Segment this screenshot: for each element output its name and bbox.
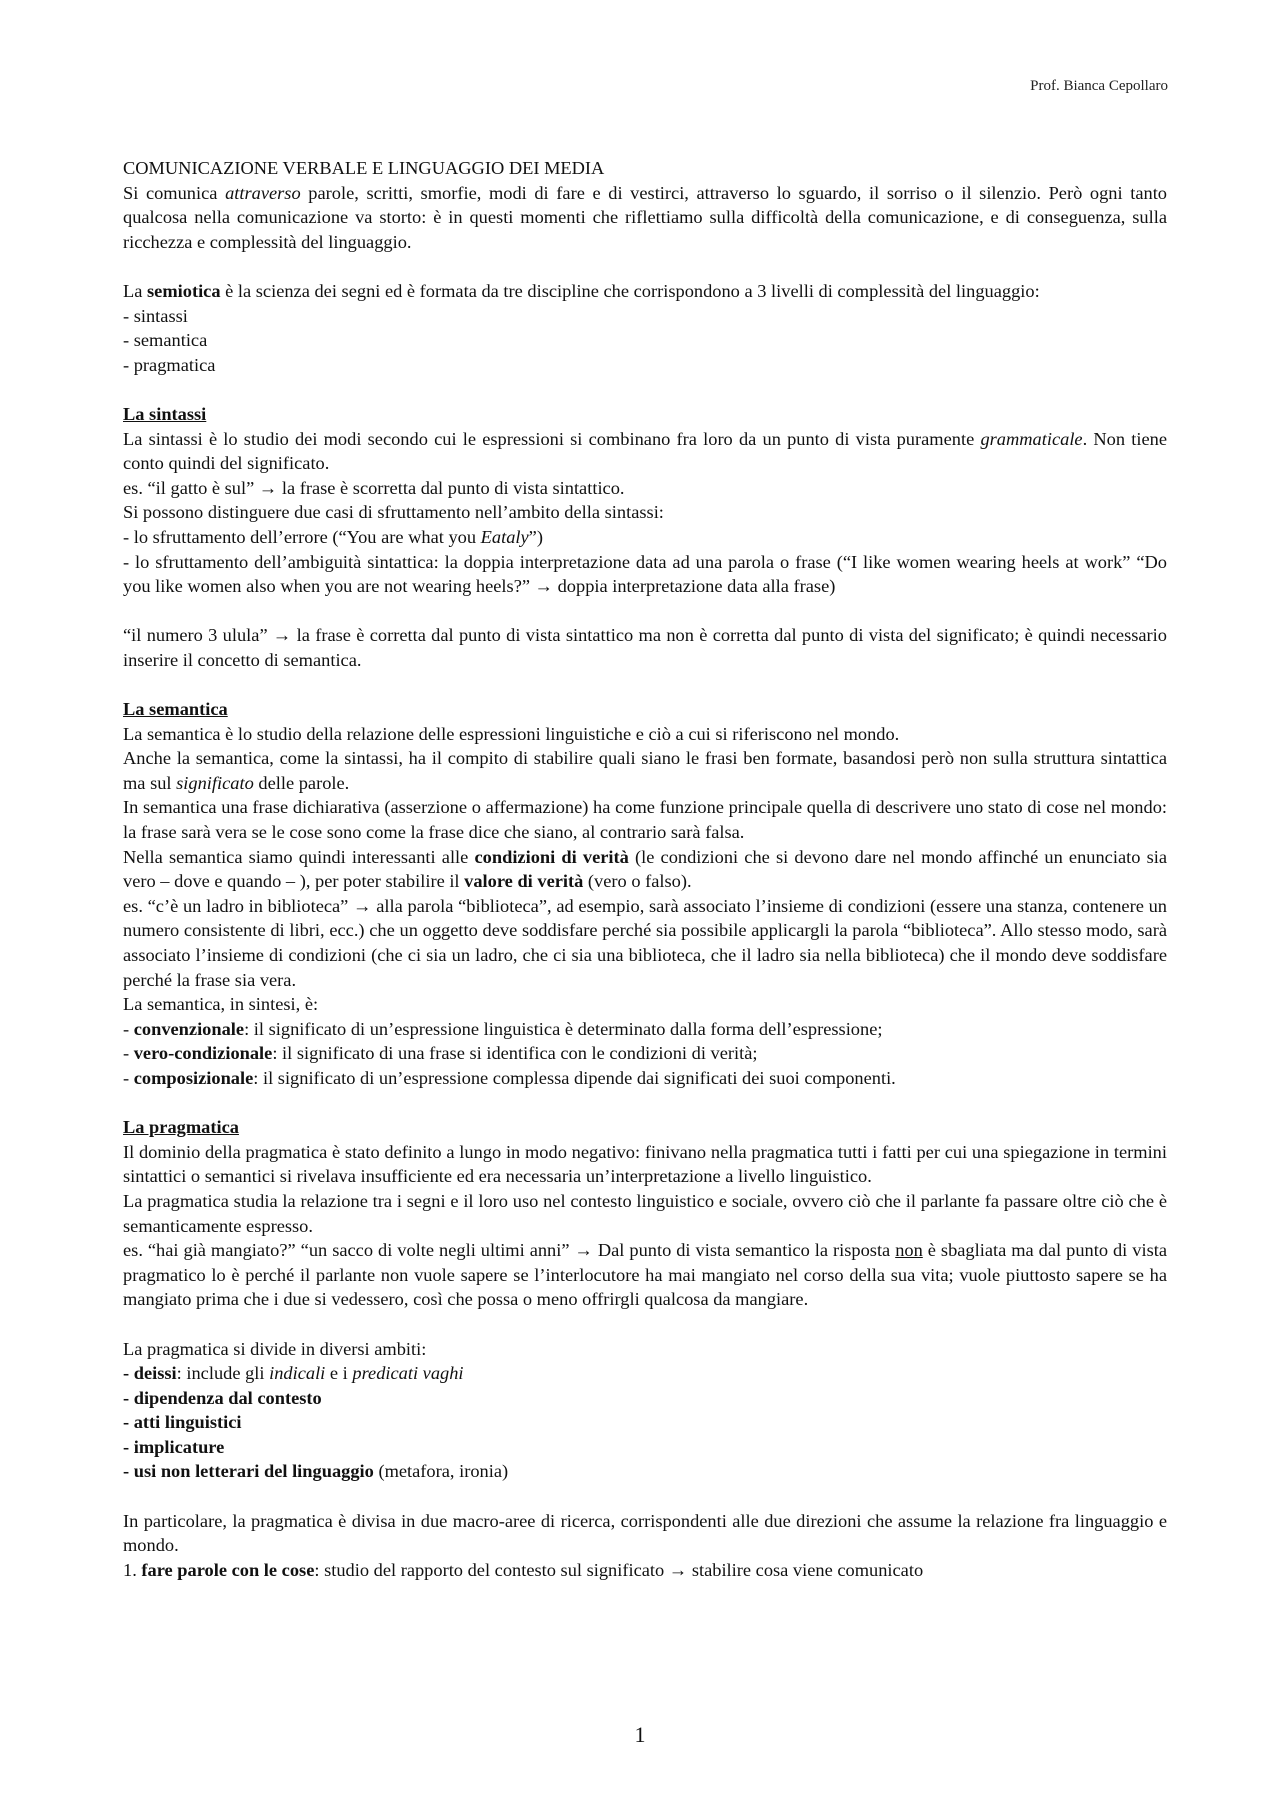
text-run: è la scienza dei segni ed è formata da tre discipline che corrispondono a 3 livelli di complessità del linguaggio: [220,280,1040,301]
text-run: : il significato di un’espressione linguistica è determinato dalla forma dell’espressione; [244,1018,883,1039]
semantica-summary-item: - composizionale: il significato di un’espressione complessa dipende dai significati dei suoi componenti. [123,1067,896,1088]
section-heading-pragmatica [123,1115,1167,1140]
bold-term: composizionale [133,1067,254,1088]
semantica-paragraph-2 [123,746,1167,795]
spacer [123,1484,1167,1509]
header-author: Prof. Bianca Cepollaro [1030,78,1168,94]
bold-term: semiotica [147,280,221,301]
text-run: delle parole. [253,772,350,793]
pragmatica-paragraph-4: In particolare, la pragmatica è divisa in due macro-aree di ricerca, corrispondenti alle due direzioni che assume la relazione fra linguaggio e mondo. [123,1510,1167,1556]
heading-text: La pragmatica [123,1117,239,1138]
text-run: : include gli [176,1363,270,1384]
text-run: è sbagliata ma dal punto di vista pragmatico lo è perché il parlante non vuole sapere se l’interlocutore ha mai mangiato nel corso della sua vita; vuole piuttosto sapere se ha mangiato prima che i due si vedessero, così che possa o meno offrirgli qualcosa da mangiare. [123,1240,1168,1310]
text-run: (le condizioni che si devono dare nel mondo affinché un enunciato sia vero – dove e quando – ), per poter stabilire il [123,846,1168,892]
text-run: : il significato di una frase si identifica con le condizioni di verità; [272,1043,758,1064]
intro-paragraph-2 [123,279,1167,304]
text-run: : studio del rapporto del contesto sul significato → stabilire cosa viene comunicato [314,1559,924,1580]
emphasis-text: grammaticale [980,428,1083,449]
emphasis-text: Eataly [480,526,529,547]
pragmatica-area-item [123,1386,1167,1411]
bold-term: condizioni di verità [474,846,629,867]
text-run: - lo sfruttamento dell’errore (“You are what you [123,526,481,547]
text-run: parole, scritti, smorfie, modi di fare e di vestirci, attraverso lo sguardo, il sorriso o il silenzio. Però ogni tanto qualcosa nella comunicazione va storto: è in questi momenti che riflettiamo sulla difficoltà della comunicazione, e di conseguenza, sulla ricchezza e complessità del linguaggio. [123,182,1167,252]
semantica-summary-item: - vero-condizionale: il significato di una frase si identifica con le condizioni di verità; [123,1043,758,1064]
pragmatica-point-1 [123,1558,1167,1583]
semantica-paragraph-3: In semantica una frase dichiarativa (asserzione o affermazione) ha come funzione principale quella di descrivere uno stato di cose nel mondo: la frase sarà vera se le cose sono come la frase dice che siano, al contrario sarà falsa. [123,797,1167,843]
emphasis-text: predicati vaghi [352,1363,464,1384]
text-run: La sintassi è lo studio dei modi secondo cui le espressioni si combinano fra loro da un punto di vista puramente [123,428,981,449]
spacer [123,254,1167,279]
spacer [123,1091,1167,1116]
emphasis-text: indicali [269,1363,326,1384]
semantica-summary-item: - convenzionale: il significato di un’espressione linguistica è determinato dalla forma dell’espressione; [123,1018,883,1039]
semantica-summary-intro: La semantica, in sintesi, è: [123,994,319,1015]
pragmatica-paragraph-2: La pragmatica studia la relazione tra i segni e il loro uso nel contesto linguistico e sociale, ovvero ciò che il parlante fa passare oltre ciò che è semanticamente espresso. [123,1190,1167,1236]
bold-term: - atti linguistici [123,1412,242,1433]
semantica-paragraph-4 [123,845,1167,894]
level-item: - pragmatica [123,354,216,375]
page-number: 1 [634,1722,646,1747]
text-run: . Non tiene conto quindi del significato. [123,428,1167,474]
text-run: : il significato di un’espressione complessa dipende dai significati dei suoi componenti. [253,1067,896,1088]
text-run: es. “hai già mangiato?” “un sacco di volte negli ultimi anni” → Dal punto di vista semantico la risposta [123,1240,896,1261]
text-run: Nella semantica siamo quindi interessanti alle [123,846,475,867]
sintassi-case-2: - lo sfruttamento dell’ambiguità sintattica: la doppia interpretazione data ad una parola o frase (“I like women wearing heels at work” “Do you like women also when you are not wearing heels?” → doppia interpretazione data alla frase) [123,551,1167,597]
spacer [123,377,1167,402]
pragmatica-area-item [123,1410,1167,1435]
pragmatica-areas-intro: La pragmatica si divide in diversi ambiti: [123,1338,427,1359]
pragmatica-area-item [123,1459,1167,1484]
bold-term: fare parole con le cose [141,1559,315,1580]
text-run: e i [325,1363,353,1384]
sintassi-case-1 [123,525,1167,550]
sintassi-cases-intro: Si possono distinguere due casi di sfruttamento nell’ambito della sintassi: [123,502,664,523]
heading-text: La sintassi [123,403,207,424]
bold-term: vero-condizionale [133,1043,273,1064]
pragmatica-paragraph-3 [123,1238,1167,1312]
pragmatica-paragraph-1: Il dominio della pragmatica è stato definito a lungo in modo negativo: finivano nella pragmatica tutti i fatti per cui una spiegazione in termini sintattici o semantici si rivelava insufficiente ed era necessaria un’interpretazione a livello linguistico. [123,1141,1167,1187]
bold-term: - deissi [123,1363,177,1384]
sintassi-note: “il numero 3 ulula” → la frase è corretta dal punto di vista sintattico ma non è corretta dal punto di vista del significato; è quindi necessario inserire il concetto di semantica. [123,625,1167,670]
bold-term: - usi non letterari del linguaggio [123,1461,374,1482]
bold-term: valore di verità [464,871,584,892]
sintassi-paragraph-1 [123,427,1167,476]
text-run: La [123,280,147,301]
level-item: - semantica [123,330,208,351]
bold-term: - dipendenza dal contesto [123,1387,322,1408]
spacer [123,599,1167,624]
text-run: (vero o falso). [583,871,692,892]
semantica-paragraph-5: es. “c’è un ladro in biblioteca” → alla parola “biblioteca”, ad esempio, sarà associato l’insieme di condizioni (essere una stanza, contenere un numero consistente di libri, ecc.) che un oggetto deve soddisfare perché sia possibile applicargli la parola “biblioteca”. Allo stesso modo, sarà associato l’insieme di condizioni (che ci sia un ladro, che ci sia una biblioteca, che il ladro sia nella biblioteca) che il mondo deve soddisfare perché la frase sia vera. [123,895,1167,990]
underlined-text: non [895,1240,923,1261]
text-run: (metafora, ironia) [373,1461,509,1482]
document-title: COMUNICAZIONE VERBALE E LINGUAGGIO DEI MEDIA [123,158,605,178]
document-body [123,156,1167,1582]
spacer [123,1312,1167,1337]
section-heading-sintassi [123,402,1167,427]
section-heading-semantica [123,697,1167,722]
bold-term: convenzionale [133,1018,245,1039]
bold-term: - implicature [123,1436,225,1457]
sintassi-example: es. “il gatto è sul” → la frase è scorretta dal punto di vista sintattico. [123,477,625,498]
text-run: 1. [123,1559,142,1580]
level-item: - sintassi [123,305,188,326]
spacer [123,672,1167,697]
text-run: ”) [528,526,543,547]
intro-paragraph-1 [123,181,1167,255]
pragmatica-area-item [123,1435,1167,1460]
emphasis-text: attraverso [225,182,301,203]
heading-text: La semantica [123,699,228,720]
semantica-paragraph-1: La semantica è lo studio della relazione delle espressioni linguistiche e ciò a cui si riferiscono nel mondo. [123,723,900,744]
emphasis-text: significato [176,772,254,793]
text-run: Anche la semantica, come la sintassi, ha il compito di stabilire quali siano le frasi ben formate, basandosi però non sulla struttura sintattica ma sul [123,748,1167,793]
text-run: Si comunica [123,182,226,203]
pragmatica-area-item [123,1361,1167,1386]
